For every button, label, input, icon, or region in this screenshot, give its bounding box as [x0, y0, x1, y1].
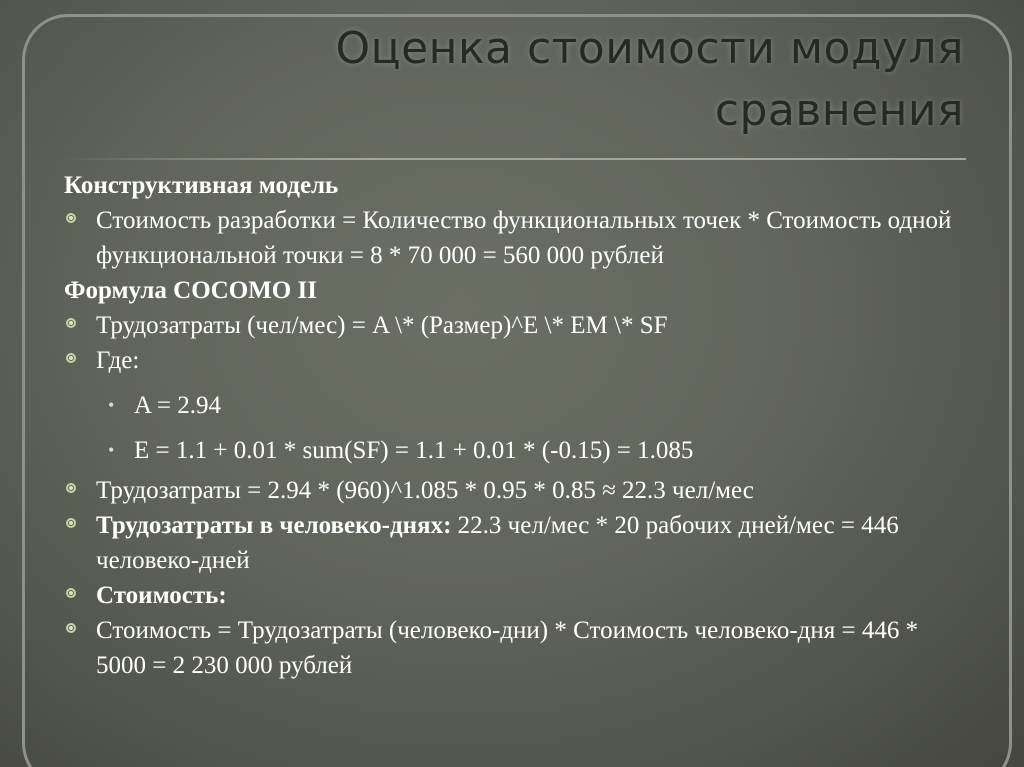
list-item [64, 203, 964, 273]
circle-dot-icon [66, 353, 76, 363]
title-line-2: сравнения [714, 85, 964, 136]
bullet-text: Стоимость разработки = Количество функциональных точек * Стоимость одной функциональной точки = 8 * 70 000 = 560 000 рублей [96, 207, 952, 269]
circle-dot-icon [66, 483, 76, 493]
heading-cocomo: Формула COCOMO II [64, 277, 317, 304]
circle-dot-icon [66, 213, 76, 223]
list-item [64, 578, 964, 613]
sub-list-item [64, 433, 964, 468]
circle-dot-icon [66, 623, 76, 633]
sub-bullet-text: A = 2.94 [134, 392, 222, 419]
small-dot-icon: • [108, 440, 115, 460]
sub-bullet-text: E = 1.1 + 0.01 * sum(SF) = 1.1 + 0.01 * (-0.15) = 1.085 [134, 437, 694, 464]
bullet-text: 22.3 чел/мес * 20 рабочих дней/мес = 446 человеко-дней [96, 512, 899, 574]
bullet-bold-text: Трудозатраты в человеко-днях: [96, 512, 452, 539]
list-item [64, 343, 964, 378]
bullet-text: Трудозатраты = 2.94 * (960)^1.085 * 0.95 * 0.85 ≈ 22.3 чел/мес [96, 477, 754, 504]
circle-dot-icon [66, 518, 76, 528]
list-item [64, 308, 964, 343]
bullet-text: Трудозатраты (чел/мес) = A \* (Размер)^E \* EM \* SF [96, 312, 668, 339]
circle-dot-icon [66, 588, 76, 598]
small-dot-icon: • [108, 395, 115, 415]
bullet-text: Стоимость = Трудозатраты (человеко-дни) * Стоимость человеко-дня = 446 * 5000 = 2 230 000 рублей [96, 617, 919, 679]
heading-constructive-model: Конструктивная модель [64, 172, 339, 199]
title-line-1: Оценка стоимости модуля [335, 23, 964, 74]
list-item [64, 613, 964, 683]
bullet-text: Где: [96, 347, 140, 374]
list-item [64, 473, 964, 508]
sub-list-item [64, 388, 964, 423]
list-item [64, 508, 964, 578]
title-divider [62, 158, 966, 160]
slide-title [204, 18, 964, 142]
slide-content [64, 168, 964, 683]
bullet-bold-text: Стоимость: [96, 582, 227, 609]
circle-dot-icon [66, 318, 76, 328]
